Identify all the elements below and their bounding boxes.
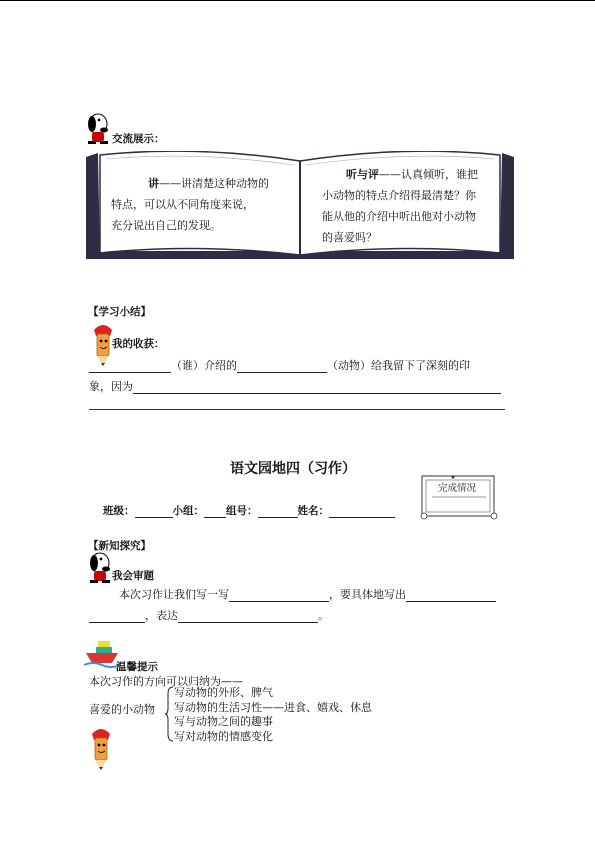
- group-no-blank[interactable]: [258, 505, 298, 518]
- explore-heading: 【新知探究】: [88, 540, 151, 552]
- pencil-mascot-icon: [86, 726, 116, 776]
- class-label: 班级：: [103, 505, 135, 517]
- specifics-blank-cont[interactable]: [89, 610, 145, 623]
- snoopy-icon: [82, 110, 116, 150]
- explore-line1-a: 本次习作让我们写一写: [119, 588, 229, 601]
- explore-line2-b: 。: [318, 609, 329, 622]
- class-blank[interactable]: [135, 505, 173, 518]
- explore-line1-b: ，要具体地写出: [329, 588, 406, 601]
- right-page-line3: 能从他的介绍中听出他对小动物: [322, 210, 476, 223]
- tips-intro: 本次习作的方向可以归纳为——: [89, 675, 243, 688]
- left-page-keyword: 讲: [148, 177, 159, 190]
- because-blank[interactable]: [133, 381, 501, 394]
- right-page-line2: 小动物的特点介绍得最清楚？你: [322, 189, 476, 202]
- animal-blank[interactable]: [237, 360, 327, 373]
- group-blank[interactable]: [204, 505, 226, 518]
- explore-line1: [119, 586, 496, 602]
- express-blank[interactable]: [178, 610, 318, 623]
- right-page-keyword: 听与评: [346, 168, 379, 181]
- explore-line2-a: ，表达: [145, 609, 178, 622]
- top-border: [0, 0, 595, 1]
- summary-heading: 【学习小结】: [88, 306, 151, 318]
- tips-item: 写动物的外形、脾气: [174, 686, 273, 699]
- explore-line2: [89, 607, 329, 623]
- summary-line1: [89, 357, 470, 373]
- left-page-text: [111, 173, 269, 236]
- right-page-line1: ——认真倾听，谁把: [379, 168, 478, 181]
- summary-sub: 我的收获：: [112, 338, 165, 350]
- who-blank[interactable]: [89, 360, 171, 373]
- right-page-line4: 的喜爱吗？: [322, 231, 377, 244]
- boat-icon: [84, 639, 120, 673]
- tips-sub: 温馨提示: [116, 661, 158, 673]
- write-what-blank[interactable]: [229, 589, 329, 602]
- right-page-text: [322, 164, 478, 248]
- summary-animal-label: （动物）给我留下了深刻的印: [327, 359, 470, 372]
- left-page-line3: 充分说出自己的发现。: [111, 219, 221, 232]
- tips-item: 写与动物之间的趣事: [174, 715, 273, 728]
- summary-because-label: 象，因为: [89, 380, 133, 393]
- completion-box-label: 完成情况: [438, 483, 477, 494]
- name-blank[interactable]: [329, 505, 395, 518]
- tips-item: 写动物的生活习性——进食、嬉戏、休息: [174, 700, 372, 714]
- exchange-title: 交流展示：: [112, 133, 165, 145]
- left-page-line2: 特点，可以从不同角度来说，: [111, 198, 254, 211]
- tips-root: 喜爱的小动物: [89, 703, 155, 716]
- specifics-blank[interactable]: [406, 589, 496, 602]
- student-info-row: [103, 503, 395, 518]
- brace-icon: [164, 686, 174, 742]
- worksheet-title: 语文园地四（习作）: [230, 461, 356, 477]
- explore-sub: 我会审题: [112, 570, 154, 582]
- name-label: 姓名：: [297, 505, 329, 517]
- tips-item: 写对动物的情感变化: [174, 729, 273, 743]
- summary-extra-line[interactable]: [89, 409, 505, 410]
- summary-line2: [89, 378, 501, 394]
- group-label: 小组：: [172, 505, 204, 517]
- group-no-label: 组号：: [226, 505, 258, 517]
- summary-who-label: （谁）介绍的: [171, 359, 237, 372]
- left-page-line1: ——讲清楚这种动物的: [159, 177, 269, 190]
- tips-list: [174, 686, 372, 744]
